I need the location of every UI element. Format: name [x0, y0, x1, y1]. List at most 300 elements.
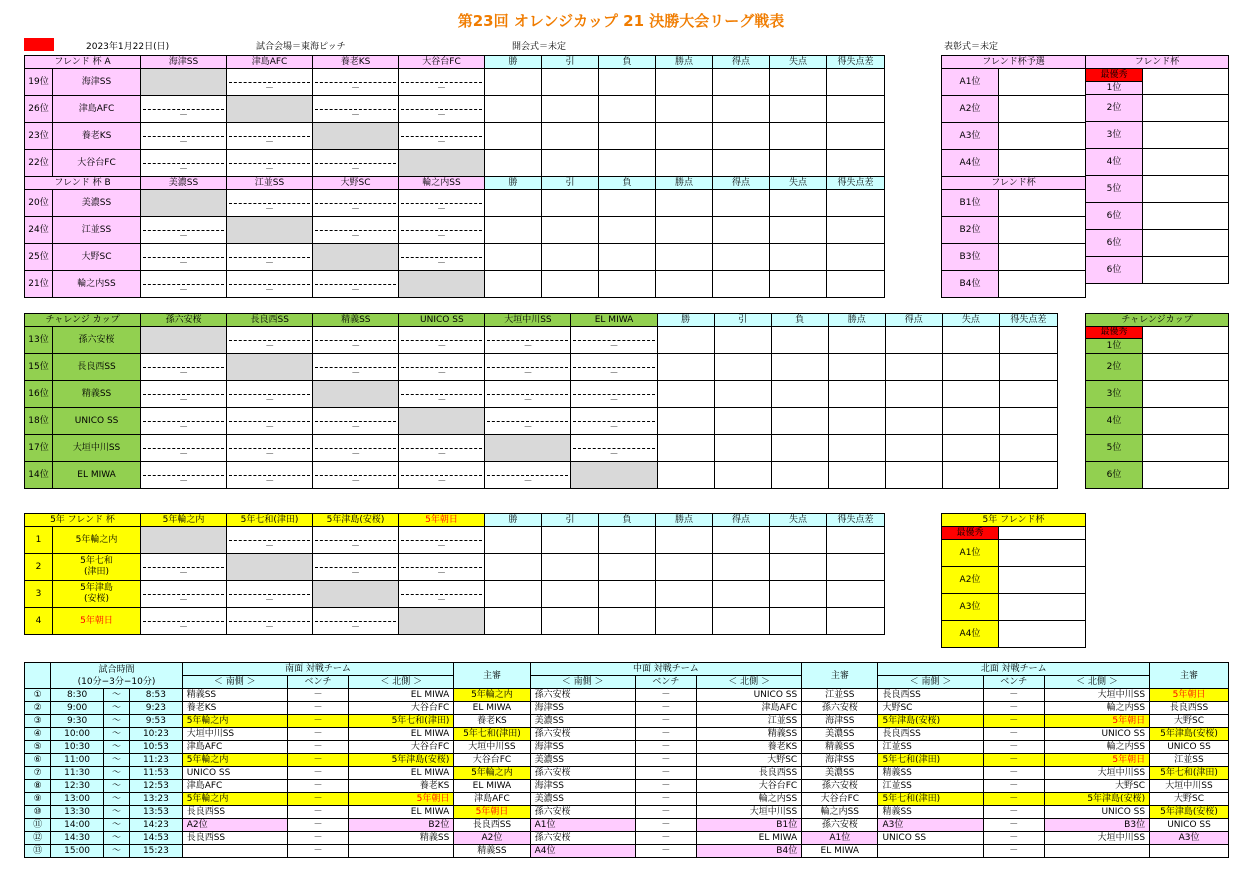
north-team: 輪之内SS [697, 793, 802, 806]
north-team: 大垣中川SS [1044, 689, 1149, 702]
score-placeholder: － [351, 165, 361, 175]
north-team: B2位 [349, 819, 454, 832]
stat-header: 得点 [713, 514, 770, 527]
self-match-cell [141, 527, 227, 554]
place-label: 5位 [1086, 435, 1143, 462]
stat-cell [713, 190, 770, 217]
south-team: 5年七和(津田) [878, 793, 983, 806]
score-divider [401, 136, 482, 137]
stat-cell [485, 244, 542, 271]
score-placeholder: － [523, 423, 533, 433]
south-team: 長良西SS [878, 728, 983, 741]
stat-cell [656, 69, 713, 96]
score-divider [315, 567, 396, 568]
self-match-cell [141, 69, 227, 96]
result-cell [227, 581, 313, 608]
result-cell [141, 96, 227, 123]
score-divider [229, 421, 310, 422]
place-label: 3位 [1086, 381, 1143, 408]
score-placeholder: － [179, 138, 189, 148]
time-separator: 〜 [103, 845, 129, 858]
score-divider [573, 421, 654, 422]
score-divider [401, 540, 482, 541]
stat-cell [657, 327, 714, 354]
stat-cell [827, 190, 885, 217]
south-team: 養老KS [182, 702, 287, 715]
north-team: 長良西SS [697, 767, 802, 780]
north-team: 5年朝日 [1044, 715, 1149, 728]
bench-dash: － [983, 728, 1044, 741]
stat-cell [771, 435, 828, 462]
result-cell [399, 462, 485, 489]
score-placeholder: － [265, 84, 275, 94]
stat-cell [770, 190, 827, 217]
score-divider [143, 230, 224, 231]
result-cell [571, 435, 657, 462]
referee-team: 大野SC [1150, 715, 1229, 728]
opening-ceremony: 開会式＝未定 [512, 42, 567, 52]
opponent-header: 養老KS [313, 56, 399, 69]
stat-cell [827, 150, 885, 177]
referee-team: 江並SS [1150, 754, 1229, 767]
team-name: 精義SS [53, 381, 141, 408]
south-team: 精義SS [878, 806, 983, 819]
score-divider [143, 163, 224, 164]
prelim-rank: B4位 [942, 271, 999, 298]
bench-dash: － [287, 728, 348, 741]
north-team: 大野SC [697, 754, 802, 767]
start-time: 10:30 [51, 741, 104, 754]
bench-dash: － [635, 793, 696, 806]
prelim-rank: B3位 [942, 244, 999, 271]
bench-dash: － [635, 741, 696, 754]
place-team [1143, 435, 1229, 462]
score-placeholder: － [179, 165, 189, 175]
stat-cell [657, 354, 714, 381]
score-placeholder: － [350, 542, 360, 552]
south-team: 5年七和(津田) [878, 754, 983, 767]
score-divider [315, 421, 396, 422]
referee-team: A2位 [454, 832, 530, 845]
match-schedule-table [24, 662, 1229, 858]
end-time: 14:23 [130, 819, 183, 832]
place-team [1143, 149, 1229, 176]
opponent-header: EL MIWA [571, 314, 657, 327]
stat-header: 得点 [713, 177, 770, 190]
stat-cell [827, 244, 885, 271]
end-time: 13:23 [130, 793, 183, 806]
score-divider [143, 257, 224, 258]
score-placeholder: － [179, 369, 189, 379]
south-team: 大野SC [878, 702, 983, 715]
prelim-header: フレンド杯 [942, 177, 1086, 190]
stat-cell [599, 96, 656, 123]
referee-team: 養老KS [454, 715, 530, 728]
score-divider [229, 203, 310, 204]
stat-cell [599, 217, 656, 244]
stat-header: 負 [599, 177, 656, 190]
result-cell [313, 96, 399, 123]
score-placeholder: － [350, 623, 360, 633]
rank-cell: 16位 [25, 381, 53, 408]
prelim-team [999, 69, 1086, 96]
referee-header: 主審 [1150, 663, 1229, 689]
stat-header: 引 [542, 514, 599, 527]
south-team [182, 845, 287, 858]
stat-header: 得失点差 [827, 514, 885, 527]
stat-cell [827, 96, 885, 123]
stat-cell [657, 462, 714, 489]
score-divider [229, 540, 310, 541]
end-time: 15:23 [130, 845, 183, 858]
place-label: 5位 [1086, 176, 1143, 203]
stat-header: 負 [771, 314, 828, 327]
result-cell [141, 554, 227, 581]
stat-cell [714, 408, 771, 435]
score-placeholder: － [437, 450, 447, 460]
score-divider [401, 567, 482, 568]
stat-cell [485, 123, 542, 150]
result-cell [399, 581, 485, 608]
place-team [1143, 230, 1229, 257]
result-cell [399, 96, 485, 123]
stat-cell [542, 581, 599, 608]
south-team: 5年輪之内 [182, 715, 287, 728]
score-placeholder: － [437, 396, 447, 406]
score-divider [315, 284, 396, 285]
bench-dash: － [983, 741, 1044, 754]
score-divider [315, 540, 396, 541]
score-divider [143, 394, 224, 395]
bench-dash: － [635, 702, 696, 715]
score-placeholder: － [179, 259, 189, 269]
bench-header: ベンチ [287, 676, 348, 689]
bench-dash: － [287, 702, 348, 715]
opponent-header: 長良西SS [227, 314, 313, 327]
stat-header: 得失点差 [827, 56, 885, 69]
stat-cell [885, 327, 942, 354]
prelim-team [999, 244, 1086, 271]
result-cell [141, 217, 227, 244]
stat-cell [770, 150, 827, 177]
result-cell [313, 554, 399, 581]
team-name: EL MIWA [53, 462, 141, 489]
end-time: 10:53 [130, 741, 183, 754]
place-label: A1位 [942, 540, 999, 567]
score-divider [229, 163, 310, 164]
north-team: B4位 [697, 845, 802, 858]
bench-dash: － [983, 806, 1044, 819]
score-divider [229, 136, 310, 137]
south-team: 長良西SS [182, 806, 287, 819]
stat-cell [599, 527, 656, 554]
referee-team [1150, 845, 1229, 858]
cup-header: フレンド杯 [1086, 56, 1229, 69]
prelim-rank: A3位 [942, 123, 999, 150]
stat-cell [828, 462, 885, 489]
match-number: ⑦ [25, 767, 51, 780]
result-cell [227, 381, 313, 408]
referee-team: 孫六安桜 [802, 780, 878, 793]
start-time: 11:30 [51, 767, 104, 780]
score-placeholder: － [264, 596, 274, 606]
result-cell [227, 527, 313, 554]
result-cell [399, 190, 485, 217]
score-placeholder: － [436, 542, 446, 552]
north-team: B3位 [1044, 819, 1149, 832]
north-team: 江並SS [697, 715, 802, 728]
rank-cell: 1 [25, 527, 53, 554]
result-cell [313, 435, 399, 462]
no-header [25, 663, 51, 689]
rank-cell: 24位 [25, 217, 53, 244]
result-cell [227, 327, 313, 354]
match-number: ⑬ [25, 845, 51, 858]
score-placeholder: － [351, 450, 361, 460]
rank-cell: 13位 [25, 327, 53, 354]
award-team [1143, 327, 1229, 354]
match-number: ⑪ [25, 819, 51, 832]
north-team: 大垣中川SS [1044, 832, 1149, 845]
north-team: 輪之内SS [1044, 741, 1149, 754]
score-placeholder: － [179, 232, 189, 242]
stat-cell [713, 271, 770, 298]
score-divider [143, 136, 224, 137]
score-divider [143, 284, 224, 285]
score-divider [401, 203, 482, 204]
place-label: 2位 [1086, 354, 1143, 381]
challenge-cup-table [24, 313, 1058, 489]
stat-cell [542, 217, 599, 244]
result-cell [141, 150, 227, 177]
north-team: 津島AFC [697, 702, 802, 715]
stat-header: 得失点差 [999, 314, 1057, 327]
south-team: 津島AFC [182, 741, 287, 754]
time-separator: 〜 [103, 832, 129, 845]
match-number: ⑧ [25, 780, 51, 793]
rank-cell: 3 [25, 581, 53, 608]
score-placeholder: － [351, 232, 361, 242]
score-placeholder: － [609, 450, 619, 460]
stat-header: 勝点 [828, 314, 885, 327]
result-cell [313, 608, 399, 635]
south-team: 津島AFC [182, 780, 287, 793]
group-label: フレンド 杯 A [25, 56, 141, 69]
result-cell [141, 123, 227, 150]
stat-cell [999, 408, 1057, 435]
self-match-cell [141, 327, 227, 354]
north-team: UNICO SS [697, 689, 802, 702]
referee-team: A1位 [802, 832, 878, 845]
north-team: 5年七和(津田) [349, 715, 454, 728]
referee-team: 輪之内SS [802, 806, 878, 819]
north-team: 大谷台FC [349, 741, 454, 754]
score-divider [573, 448, 654, 449]
prelim-team [999, 150, 1086, 177]
south-team: A2位 [182, 819, 287, 832]
end-time: 10:23 [130, 728, 183, 741]
end-time: 12:53 [130, 780, 183, 793]
end-time: 8:53 [130, 689, 183, 702]
match-number: ⑨ [25, 793, 51, 806]
score-divider [315, 621, 396, 622]
stat-header: 失点 [770, 56, 827, 69]
result-cell [313, 217, 399, 244]
south-team: 孫六安桜 [530, 832, 635, 845]
stat-cell [770, 217, 827, 244]
stat-cell [713, 123, 770, 150]
end-time: 14:53 [130, 832, 183, 845]
bench-dash: － [635, 728, 696, 741]
result-cell [141, 271, 227, 298]
start-time: 14:30 [51, 832, 104, 845]
score-placeholder: － [437, 259, 447, 269]
score-divider [143, 109, 224, 110]
score-placeholder: － [350, 569, 360, 579]
stat-cell [942, 408, 999, 435]
stat-cell [656, 190, 713, 217]
score-placeholder: － [351, 84, 361, 94]
stat-cell [485, 96, 542, 123]
result-cell [313, 354, 399, 381]
place-team [1143, 257, 1229, 284]
match-number: ⑫ [25, 832, 51, 845]
bench-dash: － [287, 715, 348, 728]
bench-header: ベンチ [983, 676, 1044, 689]
self-match-cell [313, 581, 399, 608]
north-team: EL MIWA [349, 689, 454, 702]
stat-cell [599, 581, 656, 608]
opponent-header: 孫六安桜 [141, 314, 227, 327]
result-cell [571, 381, 657, 408]
prelim-rank: B2位 [942, 217, 999, 244]
bench-dash: － [287, 845, 348, 858]
stat-cell [714, 462, 771, 489]
match-number: ⑤ [25, 741, 51, 754]
result-cell [399, 554, 485, 581]
score-placeholder: － [179, 111, 189, 121]
referee-team: 5年津島(安桜) [1150, 806, 1229, 819]
referee-header: 主審 [454, 663, 530, 689]
referee-team: 5年朝日 [1150, 689, 1229, 702]
bench-dash: － [983, 793, 1044, 806]
score-placeholder: － [523, 369, 533, 379]
stat-cell [770, 527, 827, 554]
south-side-header: ＜ 南側 ＞ [878, 676, 983, 689]
stat-cell [828, 354, 885, 381]
north-team: 大谷台FC [697, 780, 802, 793]
south-team: 海津SS [530, 702, 635, 715]
score-placeholder: － [265, 205, 275, 215]
stat-cell [827, 608, 885, 635]
cup-header: チャレンジカップ [1086, 314, 1229, 327]
south-team: UNICO SS [878, 832, 983, 845]
stat-cell [656, 581, 713, 608]
score-placeholder: － [265, 423, 275, 433]
time-header-label: 試合時間 [98, 664, 135, 675]
referee-team: UNICO SS [1150, 741, 1229, 754]
result-cell [227, 190, 313, 217]
stat-cell [599, 271, 656, 298]
award-ceremony: 表彰式＝未定 [944, 42, 999, 52]
time-separator: 〜 [103, 741, 129, 754]
stat-cell [599, 244, 656, 271]
score-placeholder: － [179, 477, 189, 487]
north-team: 養老KS [349, 780, 454, 793]
score-divider [401, 340, 482, 341]
match-number: ④ [25, 728, 51, 741]
opponent-header: 海津SS [141, 56, 227, 69]
rank-cell: 17位 [25, 435, 53, 462]
referee-team: UNICO SS [1150, 819, 1229, 832]
score-divider [401, 448, 482, 449]
score-placeholder: － [437, 232, 447, 242]
north-team: 大垣中川SS [1044, 767, 1149, 780]
stat-cell [713, 581, 770, 608]
bench-dash: － [635, 754, 696, 767]
stat-cell [827, 271, 885, 298]
place-team [999, 567, 1086, 594]
team-name: 5年輪之内 [53, 527, 141, 554]
score-divider [573, 367, 654, 368]
result-cell [313, 408, 399, 435]
bench-dash: － [287, 741, 348, 754]
score-placeholder: － [523, 396, 533, 406]
stat-header: 得点 [885, 314, 942, 327]
referee-team: 大谷台FC [802, 793, 878, 806]
self-match-cell [227, 554, 313, 581]
bench-dash: － [983, 767, 1044, 780]
opponent-header: 大谷台FC [399, 56, 485, 69]
group-label: フレンド 杯 B [25, 177, 141, 190]
score-placeholder: － [264, 542, 274, 552]
score-divider [315, 163, 396, 164]
self-match-cell [399, 408, 485, 435]
referee-team: 大垣中川SS [454, 741, 530, 754]
referee-team: 美濃SS [802, 767, 878, 780]
south-team: 5年輪之内 [182, 793, 287, 806]
time-format: (10分−3分−10分) [77, 676, 156, 687]
prelim-team [999, 271, 1086, 298]
place-label: A3位 [942, 594, 999, 621]
stat-cell [714, 327, 771, 354]
result-cell [141, 608, 227, 635]
stat-cell [656, 554, 713, 581]
self-match-cell [313, 123, 399, 150]
match-number: ⑥ [25, 754, 51, 767]
stat-header: 勝点 [656, 177, 713, 190]
result-cell [485, 381, 571, 408]
team-name: 5年七和 (津田) [53, 554, 141, 581]
bench-dash: － [983, 715, 1044, 728]
prelim-team [999, 96, 1086, 123]
self-match-cell [399, 271, 485, 298]
rank-cell: 18位 [25, 408, 53, 435]
time-separator: 〜 [103, 728, 129, 741]
score-placeholder: － [178, 596, 188, 606]
south-team: UNICO SS [182, 767, 287, 780]
bench-dash: － [287, 806, 348, 819]
stat-cell [542, 608, 599, 635]
score-placeholder: － [351, 423, 361, 433]
score-divider [315, 340, 396, 341]
result-cell [227, 69, 313, 96]
result-cell [141, 244, 227, 271]
score-placeholder: － [437, 138, 447, 148]
stat-cell [827, 217, 885, 244]
referee-team: 5年輪之内 [454, 767, 530, 780]
page-title: 第23回 オレンジカップ 21 決勝大会リーグ戦表 [457, 12, 785, 30]
